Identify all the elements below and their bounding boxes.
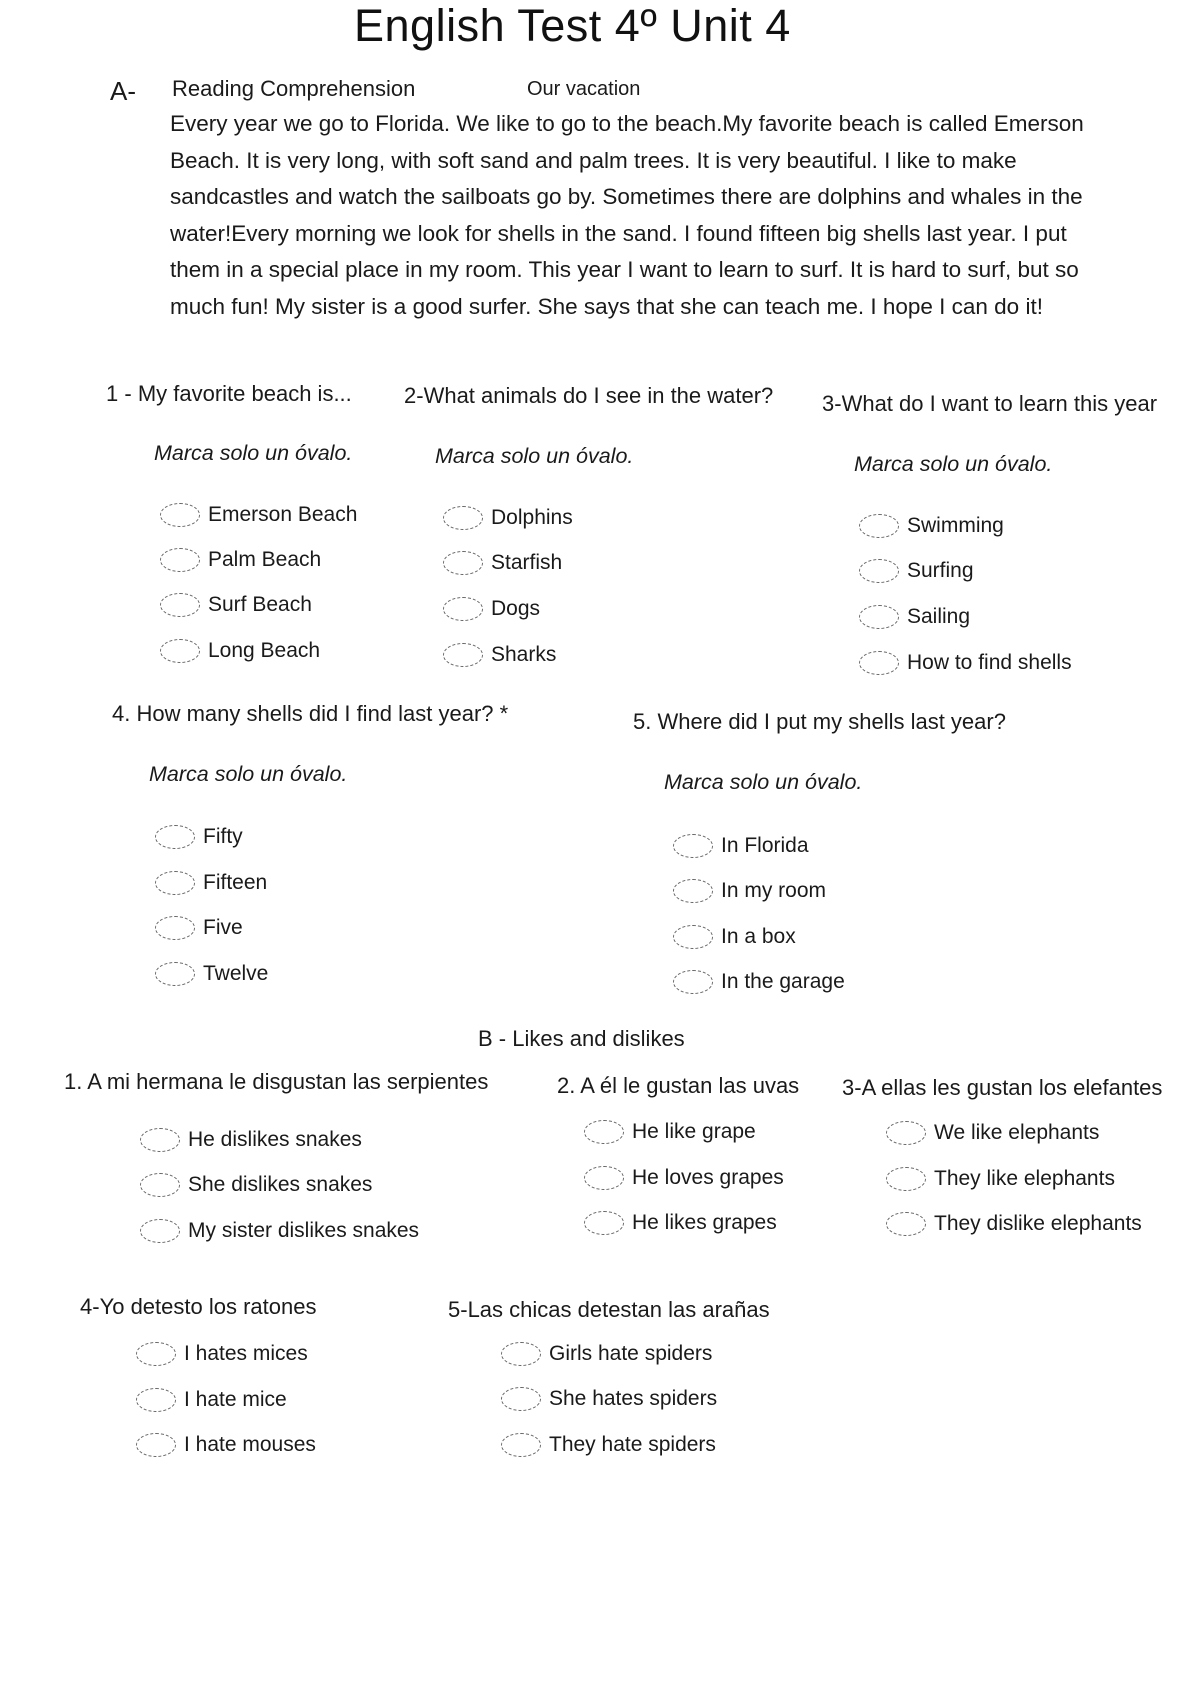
q2-option-label: Dogs — [491, 597, 541, 620]
radio-oval-icon[interactable] — [160, 593, 200, 617]
radio-oval-icon[interactable] — [859, 605, 899, 629]
q3-option-radio[interactable] — [859, 648, 1072, 678]
b1-option-radio[interactable] — [140, 1125, 362, 1155]
b5-option-radio[interactable] — [501, 1384, 717, 1414]
radio-oval-icon[interactable] — [443, 597, 483, 621]
question-5-number: 5. — [633, 709, 652, 734]
b-question-5-text: Las chicas detestan las arañas — [467, 1297, 770, 1322]
q1-option-label: Surf Beach — [208, 593, 312, 616]
radio-oval-icon[interactable] — [886, 1212, 926, 1236]
q4-option-radio[interactable] — [155, 822, 243, 852]
b-question-2-number: 2. — [557, 1073, 576, 1098]
q1-option-radio[interactable] — [160, 636, 320, 666]
radio-oval-icon[interactable] — [859, 514, 899, 538]
q1-option-label: Palm Beach — [208, 548, 322, 571]
q2-option-radio[interactable] — [443, 640, 556, 670]
q4-option-label: Fifty — [203, 825, 243, 848]
q2-option-label: Sharks — [491, 643, 557, 666]
b4-option-label: I hate mice — [184, 1388, 287, 1411]
radio-oval-icon[interactable] — [859, 651, 899, 675]
radio-oval-icon[interactable] — [443, 643, 483, 667]
q3-option-label: Sailing — [907, 605, 971, 628]
q1-option-label: Emerson Beach — [208, 503, 358, 526]
radio-oval-icon[interactable] — [673, 834, 713, 858]
radio-oval-icon[interactable] — [886, 1167, 926, 1191]
q1-option-radio[interactable] — [160, 500, 357, 530]
b2-option-label: He like grape — [632, 1120, 756, 1143]
b-question-2-text: A él le gustan las uvas — [580, 1073, 800, 1098]
q1-option-label: Long Beach — [208, 639, 321, 662]
q1-option-radio[interactable] — [160, 590, 312, 620]
b-question-3-text: A ellas les gustan los elefantes — [861, 1075, 1163, 1100]
q5-option-label: In a box — [721, 925, 796, 948]
section-a-marker: A- — [110, 76, 136, 106]
b3-option-radio[interactable] — [886, 1164, 1115, 1194]
b2-option-label: He loves grapes — [632, 1166, 784, 1189]
b5-option-radio[interactable] — [501, 1430, 716, 1460]
q2-option-label: Dolphins — [491, 506, 573, 529]
b1-option-label: She dislikes snakes — [188, 1173, 373, 1196]
b-question-4-number: 4- — [80, 1294, 100, 1319]
section-a-heading: Reading Comprehension — [172, 76, 416, 101]
radio-oval-icon[interactable] — [155, 871, 195, 895]
section-b-marker: B - — [478, 1026, 507, 1051]
b5-option-radio[interactable] — [501, 1339, 712, 1369]
q3-option-radio[interactable] — [859, 511, 1004, 541]
radio-oval-icon[interactable] — [443, 506, 483, 530]
question-2-text: What animals do I see in the water? — [423, 383, 774, 408]
reading-subtitle: Our vacation — [527, 78, 641, 100]
radio-oval-icon[interactable] — [584, 1166, 624, 1190]
question-2-prompt — [404, 383, 773, 409]
b-question-1-prompt — [64, 1069, 488, 1095]
question-1-number: 1 - — [106, 381, 132, 406]
reading-paragraph: Every year we go to Florida. We like to go to the beach.My favorite beach is called Emerson Beach. It is very long, with soft sand and palm trees. It is very beautiful. I like to make sandcastles and watch the sailboats go by. Sometimes there are dolphins and whales in the water!Every morning we look for shells in the sand. I found fifteen big shells last year. I put them in a special place in my room. This year I want to learn to surf. It is hard to surf, but so much fun! My sister is a good surfer. She says that she can teach me. I hope I can do it! — [170, 111, 1084, 319]
b2-option-radio[interactable] — [584, 1117, 756, 1147]
question-4-number: 4. — [112, 701, 131, 726]
question-5-prompt — [633, 709, 1006, 735]
b5-option-label: They hate spiders — [549, 1433, 716, 1456]
q4-option-label: Five — [203, 916, 243, 939]
b1-option-label: He dislikes snakes — [188, 1128, 362, 1151]
q3-option-label: How to find shells — [907, 651, 1072, 674]
b-question-2-prompt — [557, 1073, 799, 1099]
q3-option-label: Surfing — [907, 559, 974, 582]
b2-option-label: He likes grapes — [632, 1211, 777, 1234]
radio-oval-icon[interactable] — [155, 825, 195, 849]
q3-option-label: Swimming — [907, 514, 1004, 537]
question-4-prompt — [112, 701, 508, 727]
radio-oval-icon[interactable] — [136, 1433, 176, 1457]
q4-option-label: Twelve — [203, 962, 269, 985]
section-b-title — [478, 1026, 685, 1052]
radio-oval-icon[interactable] — [673, 970, 713, 994]
b-question-5-number: 5- — [448, 1297, 468, 1322]
q2-option-radio[interactable] — [443, 594, 540, 624]
question-3-number: 3- — [822, 391, 842, 416]
q5-option-label: In the garage — [721, 970, 845, 993]
b5-option-label: Girls hate spiders — [549, 1342, 713, 1365]
q1-option-radio[interactable] — [160, 545, 321, 575]
b4-option-radio[interactable] — [136, 1385, 287, 1415]
radio-oval-icon[interactable] — [136, 1342, 176, 1366]
b-question-1-number: 1. — [64, 1069, 83, 1094]
question-5-hint: Marca solo un óvalo. — [664, 770, 863, 794]
question-2-number: 2- — [404, 383, 424, 408]
b4-option-label: I hate mouses — [184, 1433, 316, 1456]
radio-oval-icon[interactable] — [160, 639, 200, 663]
q4-option-radio[interactable] — [155, 959, 268, 989]
radio-oval-icon[interactable] — [584, 1211, 624, 1235]
b1-option-radio[interactable] — [140, 1216, 419, 1246]
question-4-text: How many shells did I find last year? * — [136, 701, 509, 726]
b3-option-label: They dislike elephants — [934, 1212, 1142, 1235]
section-b-heading: Likes and dislikes — [512, 1026, 685, 1051]
radio-oval-icon[interactable] — [136, 1388, 176, 1412]
b3-option-radio[interactable] — [886, 1118, 1099, 1148]
page-title: English Test 4º Unit 4 — [354, 0, 791, 51]
question-5-text: Where did I put my shells last year? — [657, 709, 1006, 734]
q4-option-radio[interactable] — [155, 913, 243, 943]
radio-oval-icon[interactable] — [155, 962, 195, 986]
q2-option-label: Starfish — [491, 551, 563, 574]
b4-option-radio[interactable] — [136, 1430, 316, 1460]
radio-oval-icon[interactable] — [140, 1173, 180, 1197]
q5-option-radio[interactable] — [673, 967, 845, 997]
radio-oval-icon[interactable] — [501, 1387, 541, 1411]
radio-oval-icon[interactable] — [155, 916, 195, 940]
radio-oval-icon[interactable] — [443, 551, 483, 575]
q4-option-radio[interactable] — [155, 868, 267, 898]
radio-oval-icon[interactable] — [160, 548, 200, 572]
question-1-text: My favorite beach is... — [137, 381, 352, 406]
b-question-4-text: Yo detesto los ratones — [99, 1294, 317, 1319]
b1-option-label: My sister dislikes snakes — [188, 1219, 420, 1242]
question-2-hint: Marca solo un óvalo. — [435, 444, 634, 468]
radio-oval-icon[interactable] — [673, 879, 713, 903]
question-1-prompt — [106, 381, 352, 407]
q5-option-label: In my room — [721, 879, 827, 902]
q5-option-label: In Florida — [721, 834, 809, 857]
radio-oval-icon[interactable] — [673, 925, 713, 949]
q4-option-label: Fifteen — [203, 871, 268, 894]
q3-option-radio[interactable] — [859, 602, 970, 632]
b4-option-radio[interactable] — [136, 1339, 308, 1369]
question-3-text: What do I want to learn this year — [841, 391, 1158, 416]
b5-option-label: She hates spiders — [549, 1387, 718, 1410]
radio-oval-icon[interactable] — [140, 1128, 180, 1152]
b3-option-label: They like elephants — [934, 1167, 1115, 1190]
radio-oval-icon[interactable] — [140, 1219, 180, 1243]
question-4-hint: Marca solo un óvalo. — [149, 762, 348, 786]
q2-option-radio[interactable] — [443, 503, 573, 533]
q5-option-radio[interactable] — [673, 922, 796, 952]
radio-oval-icon[interactable] — [886, 1121, 926, 1145]
b2-option-radio[interactable] — [584, 1163, 784, 1193]
radio-oval-icon[interactable] — [501, 1342, 541, 1366]
b2-option-radio[interactable] — [584, 1208, 777, 1238]
q5-option-radio[interactable] — [673, 876, 826, 906]
b-question-3-number: 3- — [842, 1075, 862, 1100]
radio-oval-icon[interactable] — [859, 559, 899, 583]
b3-option-label: We like elephants — [934, 1121, 1100, 1144]
question-1-hint: Marca solo un óvalo. — [154, 441, 353, 465]
q5-option-radio[interactable] — [673, 831, 809, 861]
b-question-5-prompt — [448, 1297, 770, 1323]
q3-option-radio[interactable] — [859, 556, 974, 586]
b4-option-label: I hates mices — [184, 1342, 308, 1365]
b-question-3-prompt — [842, 1075, 1162, 1101]
radio-oval-icon[interactable] — [160, 503, 200, 527]
b1-option-radio[interactable] — [140, 1170, 372, 1200]
b-question-1-text: A mi hermana le disgustan las serpientes — [87, 1069, 489, 1094]
radio-oval-icon[interactable] — [501, 1433, 541, 1457]
radio-oval-icon[interactable] — [584, 1120, 624, 1144]
b3-option-radio[interactable] — [886, 1209, 1142, 1239]
q2-option-radio[interactable] — [443, 548, 562, 578]
question-3-hint: Marca solo un óvalo. — [854, 452, 1053, 476]
b-question-4-prompt — [80, 1294, 316, 1320]
question-3-prompt — [822, 391, 1157, 417]
